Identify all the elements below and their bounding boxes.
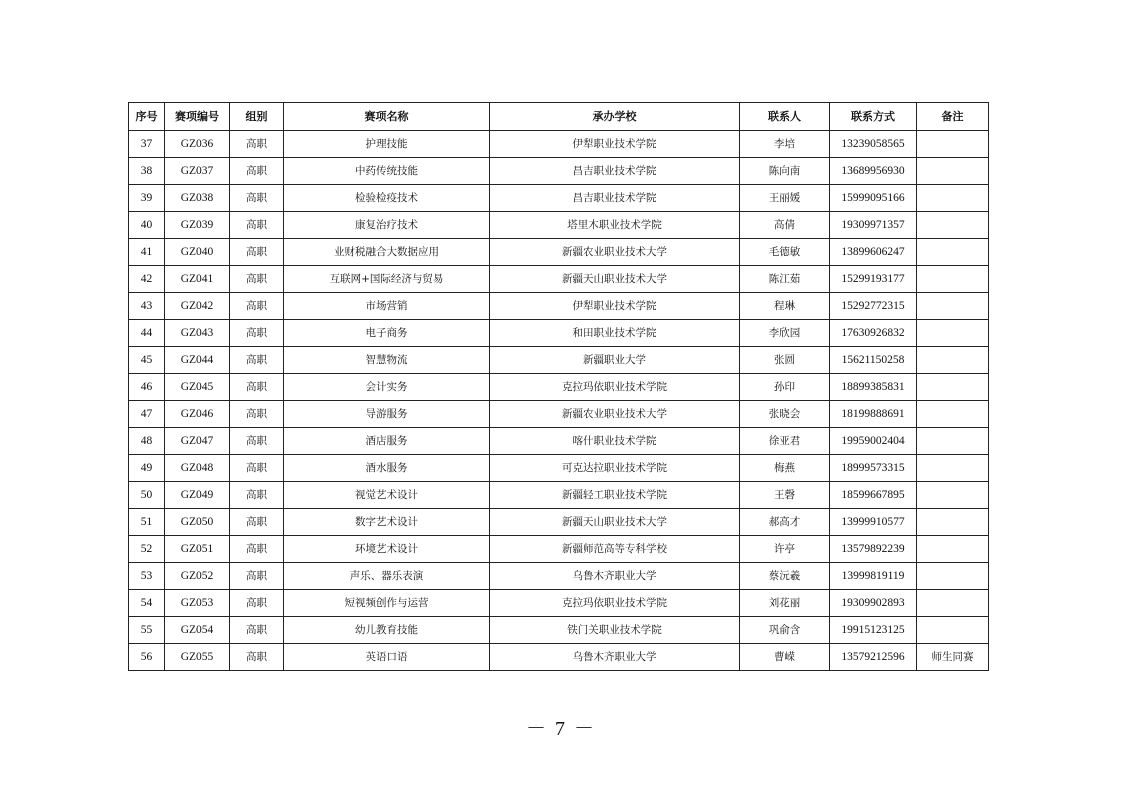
table-row	[129, 266, 989, 293]
row-contact-person: 陈江茹	[740, 266, 830, 293]
header-remarks: 备注	[917, 103, 989, 131]
row-remarks	[917, 590, 989, 617]
row-event-code: GZ043	[165, 320, 230, 347]
row-contact-phone: 13999819119	[830, 563, 917, 590]
row-event-code: GZ037	[165, 158, 230, 185]
row-group: 高职	[230, 509, 284, 536]
row-group: 高职	[230, 482, 284, 509]
row-contact-phone: 15621150258	[830, 347, 917, 374]
row-index: 37	[129, 131, 165, 158]
row-host-school: 新疆师范高等专科学校	[490, 536, 740, 563]
row-group: 高职	[230, 536, 284, 563]
row-contact-phone: 17630926832	[830, 320, 917, 347]
table-row	[129, 131, 989, 158]
row-index: 51	[129, 509, 165, 536]
row-index: 53	[129, 563, 165, 590]
row-remarks	[917, 158, 989, 185]
row-group: 高职	[230, 239, 284, 266]
header-event-name: 赛项名称	[284, 103, 490, 131]
row-event-name: 电子商务	[284, 320, 490, 347]
row-index: 54	[129, 590, 165, 617]
row-contact-person: 郝高才	[740, 509, 830, 536]
row-contact-person: 蔡沅羲	[740, 563, 830, 590]
row-group: 高职	[230, 266, 284, 293]
row-event-name: 中药传统技能	[284, 158, 490, 185]
row-contact-phone: 13579892239	[830, 536, 917, 563]
row-remarks	[917, 131, 989, 158]
row-host-school: 铁门关职业技术学院	[490, 617, 740, 644]
row-host-school: 克拉玛依职业技术学院	[490, 590, 740, 617]
table-header-row	[129, 103, 989, 131]
row-remarks	[917, 617, 989, 644]
row-contact-phone: 19309902893	[830, 590, 917, 617]
row-event-code: GZ044	[165, 347, 230, 374]
row-remarks	[917, 239, 989, 266]
row-event-name: 英语口语	[284, 644, 490, 671]
row-event-code: GZ039	[165, 212, 230, 239]
row-contact-person: 梅燕	[740, 455, 830, 482]
table-row	[129, 455, 989, 482]
table-row	[129, 617, 989, 644]
row-contact-person: 王磬	[740, 482, 830, 509]
row-contact-phone: 15299193177	[830, 266, 917, 293]
row-event-code: GZ047	[165, 428, 230, 455]
row-contact-phone: 15292772315	[830, 293, 917, 320]
header-group: 组别	[230, 103, 284, 131]
row-group: 高职	[230, 320, 284, 347]
row-event-code: GZ053	[165, 590, 230, 617]
row-contact-phone: 18899385831	[830, 374, 917, 401]
row-remarks	[917, 509, 989, 536]
table-body	[129, 131, 989, 671]
row-contact-phone: 19959002404	[830, 428, 917, 455]
row-contact-phone: 13999910577	[830, 509, 917, 536]
row-contact-phone: 13239058565	[830, 131, 917, 158]
row-contact-phone: 18599667895	[830, 482, 917, 509]
table-row	[129, 293, 989, 320]
table-row	[129, 320, 989, 347]
row-group: 高职	[230, 644, 284, 671]
page-number: － 7 －	[526, 718, 596, 740]
header-contact-person: 联系人	[740, 103, 830, 131]
row-group: 高职	[230, 590, 284, 617]
row-event-code: GZ041	[165, 266, 230, 293]
row-event-name: 导游服务	[284, 401, 490, 428]
row-event-name: 声乐、器乐表演	[284, 563, 490, 590]
row-index: 47	[129, 401, 165, 428]
row-contact-phone: 18999573315	[830, 455, 917, 482]
row-event-name: 市场营销	[284, 293, 490, 320]
row-group: 高职	[230, 293, 284, 320]
row-host-school: 喀什职业技术学院	[490, 428, 740, 455]
row-contact-person: 许亭	[740, 536, 830, 563]
row-event-name: 互联网+国际经济与贸易	[284, 266, 490, 293]
row-index: 39	[129, 185, 165, 212]
row-remarks	[917, 347, 989, 374]
row-index: 42	[129, 266, 165, 293]
row-contact-person: 张圆	[740, 347, 830, 374]
row-remarks	[917, 212, 989, 239]
row-event-code: GZ052	[165, 563, 230, 590]
row-event-code: GZ054	[165, 617, 230, 644]
row-contact-person: 李培	[740, 131, 830, 158]
row-index: 43	[129, 293, 165, 320]
row-remarks	[917, 320, 989, 347]
row-event-name: 业财税融合大数据应用	[284, 239, 490, 266]
row-contact-person: 张晓会	[740, 401, 830, 428]
row-contact-phone: 19915123125	[830, 617, 917, 644]
row-remarks	[917, 401, 989, 428]
row-remarks	[917, 293, 989, 320]
row-group: 高职	[230, 347, 284, 374]
row-event-name: 幼儿教育技能	[284, 617, 490, 644]
competition-table	[128, 102, 989, 671]
header-index: 序号	[129, 103, 165, 131]
row-event-name: 视觉艺术设计	[284, 482, 490, 509]
table-row	[129, 509, 989, 536]
row-host-school: 昌吉职业技术学院	[490, 158, 740, 185]
row-contact-phone: 13689956930	[830, 158, 917, 185]
row-remarks	[917, 428, 989, 455]
table-row	[129, 536, 989, 563]
row-remarks	[917, 482, 989, 509]
row-event-code: GZ036	[165, 131, 230, 158]
table-row	[129, 239, 989, 266]
row-contact-person: 曹嵘	[740, 644, 830, 671]
row-event-code: GZ038	[165, 185, 230, 212]
row-host-school: 新疆轻工职业技术学院	[490, 482, 740, 509]
row-contact-person: 毛德敏	[740, 239, 830, 266]
header-host-school: 承办学校	[490, 103, 740, 131]
row-group: 高职	[230, 617, 284, 644]
row-event-name: 数字艺术设计	[284, 509, 490, 536]
row-host-school: 可克达拉职业技术学院	[490, 455, 740, 482]
row-contact-phone: 13579212596	[830, 644, 917, 671]
row-contact-phone: 13899606247	[830, 239, 917, 266]
row-index: 48	[129, 428, 165, 455]
row-index: 45	[129, 347, 165, 374]
table-row	[129, 428, 989, 455]
row-contact-person: 程琳	[740, 293, 830, 320]
row-event-code: GZ048	[165, 455, 230, 482]
row-event-name: 酒店服务	[284, 428, 490, 455]
row-host-school: 塔里木职业技术学院	[490, 212, 740, 239]
row-index: 38	[129, 158, 165, 185]
row-host-school: 昌吉职业技术学院	[490, 185, 740, 212]
row-index: 56	[129, 644, 165, 671]
header-event-code: 赛项编号	[165, 103, 230, 131]
row-group: 高职	[230, 212, 284, 239]
row-event-code: GZ055	[165, 644, 230, 671]
row-contact-phone: 18199888691	[830, 401, 917, 428]
row-remarks	[917, 455, 989, 482]
row-event-name: 护理技能	[284, 131, 490, 158]
table-row	[129, 401, 989, 428]
row-host-school: 新疆农业职业技术大学	[490, 401, 740, 428]
row-remarks	[917, 185, 989, 212]
row-contact-person: 巩俞含	[740, 617, 830, 644]
row-event-name: 检验检疫技术	[284, 185, 490, 212]
row-group: 高职	[230, 401, 284, 428]
row-group: 高职	[230, 563, 284, 590]
row-index: 44	[129, 320, 165, 347]
row-index: 46	[129, 374, 165, 401]
row-group: 高职	[230, 185, 284, 212]
row-contact-person: 刘花丽	[740, 590, 830, 617]
row-contact-person: 李欣园	[740, 320, 830, 347]
row-host-school: 新疆农业职业技术大学	[490, 239, 740, 266]
row-contact-person: 高倩	[740, 212, 830, 239]
table-row	[129, 590, 989, 617]
row-index: 41	[129, 239, 165, 266]
row-event-name: 短视频创作与运营	[284, 590, 490, 617]
header-contact-phone: 联系方式	[830, 103, 917, 131]
row-group: 高职	[230, 374, 284, 401]
row-contact-person: 孙印	[740, 374, 830, 401]
row-event-code: GZ049	[165, 482, 230, 509]
row-contact-person: 陈向南	[740, 158, 830, 185]
table-row	[129, 185, 989, 212]
row-host-school: 新疆天山职业技术大学	[490, 509, 740, 536]
row-remarks	[917, 374, 989, 401]
row-event-code: GZ045	[165, 374, 230, 401]
row-host-school: 克拉玛依职业技术学院	[490, 374, 740, 401]
row-event-name: 环境艺术设计	[284, 536, 490, 563]
table-row	[129, 347, 989, 374]
row-group: 高职	[230, 428, 284, 455]
row-index: 50	[129, 482, 165, 509]
row-group: 高职	[230, 455, 284, 482]
competition-table-container	[128, 102, 988, 671]
row-index: 40	[129, 212, 165, 239]
table-row	[129, 158, 989, 185]
row-remarks: 师生同赛	[917, 644, 989, 671]
row-group: 高职	[230, 158, 284, 185]
row-index: 55	[129, 617, 165, 644]
row-event-code: GZ040	[165, 239, 230, 266]
row-contact-phone: 19309971357	[830, 212, 917, 239]
row-host-school: 和田职业技术学院	[490, 320, 740, 347]
table-row	[129, 563, 989, 590]
row-group: 高职	[230, 131, 284, 158]
row-contact-phone: 15999095166	[830, 185, 917, 212]
row-contact-person: 徐亚君	[740, 428, 830, 455]
row-host-school: 新疆职业大学	[490, 347, 740, 374]
row-remarks	[917, 266, 989, 293]
row-host-school: 伊犁职业技术学院	[490, 131, 740, 158]
row-remarks	[917, 536, 989, 563]
row-host-school: 乌鲁木齐职业大学	[490, 644, 740, 671]
table-row	[129, 374, 989, 401]
row-event-code: GZ051	[165, 536, 230, 563]
row-event-code: GZ050	[165, 509, 230, 536]
table-row	[129, 644, 989, 671]
row-event-name: 酒水服务	[284, 455, 490, 482]
row-host-school: 伊犁职业技术学院	[490, 293, 740, 320]
row-host-school: 新疆天山职业技术大学	[490, 266, 740, 293]
row-event-name: 智慧物流	[284, 347, 490, 374]
table-row	[129, 212, 989, 239]
table-row	[129, 482, 989, 509]
row-host-school: 乌鲁木齐职业大学	[490, 563, 740, 590]
row-remarks	[917, 563, 989, 590]
row-event-name: 康复治疗技术	[284, 212, 490, 239]
row-contact-person: 王丽媛	[740, 185, 830, 212]
row-event-name: 会计实务	[284, 374, 490, 401]
row-event-code: GZ042	[165, 293, 230, 320]
row-index: 52	[129, 536, 165, 563]
row-index: 49	[129, 455, 165, 482]
row-event-code: GZ046	[165, 401, 230, 428]
